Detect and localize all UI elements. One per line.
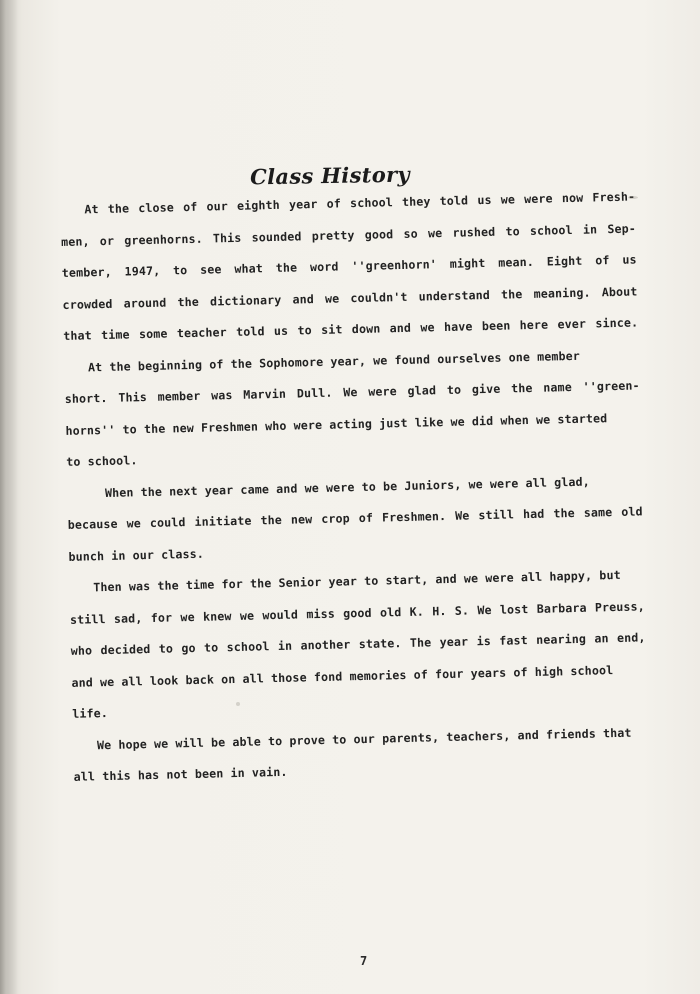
text-line: who decided to go to school in another state. The year is fast nearing an end, [70, 630, 646, 658]
ink-speck [236, 702, 240, 706]
text-line: Then was the time for the Senior year to start, and we were all happy, but [93, 567, 621, 595]
text-line: to school. [66, 453, 138, 469]
text-line: and we all look back on all those fond memories of four years of high school [71, 662, 614, 690]
ink-speck [628, 196, 638, 199]
text-line: We hope we will be able to prove to our parents, teachers, and friends that [96, 725, 632, 752]
text-line: At the close of our eighth year of school they told us we were now Fresh- [84, 189, 636, 217]
text-line: all this has not been in vain. [73, 764, 288, 784]
text-line: crowded around the dictionary and we couldn't understand the meaning. About [62, 283, 638, 312]
text-line: still sad, for we knew we would miss good old K. H. S. We lost Barbara Preuss, [69, 598, 646, 627]
text-line: bunch in our class. [68, 546, 205, 564]
text-line: short. This member was Marvin Dull. We were glad to give the name ''green- [64, 378, 640, 406]
binding-shadow [0, 0, 18, 994]
text-line: At the beginning of the Sophomore year, we found ourselves one member [87, 348, 581, 374]
text-line: because we could initiate the new crop of Freshmen. We still had the same old [67, 504, 643, 532]
page-number: 7 [360, 954, 368, 968]
text-line: that time some teacher told us to sit down and we have been here ever since. [63, 315, 639, 343]
text-line: life. [72, 706, 109, 721]
text-line: tember, 1947, to see what the word ''greenhorn' might mean. Eight of us [61, 252, 637, 280]
class-history-text [60, 181, 649, 793]
text-line: men, or greenhorns. This sounded pretty good so we rushed to school in Sep- [60, 220, 637, 249]
page-title: Class History [249, 161, 411, 190]
text-line: When the next year came and we were to be Juniors, we were all glad, [104, 474, 590, 500]
text-line: horns'' to the new Freshmen who were acting just like we did when we started [65, 410, 608, 438]
